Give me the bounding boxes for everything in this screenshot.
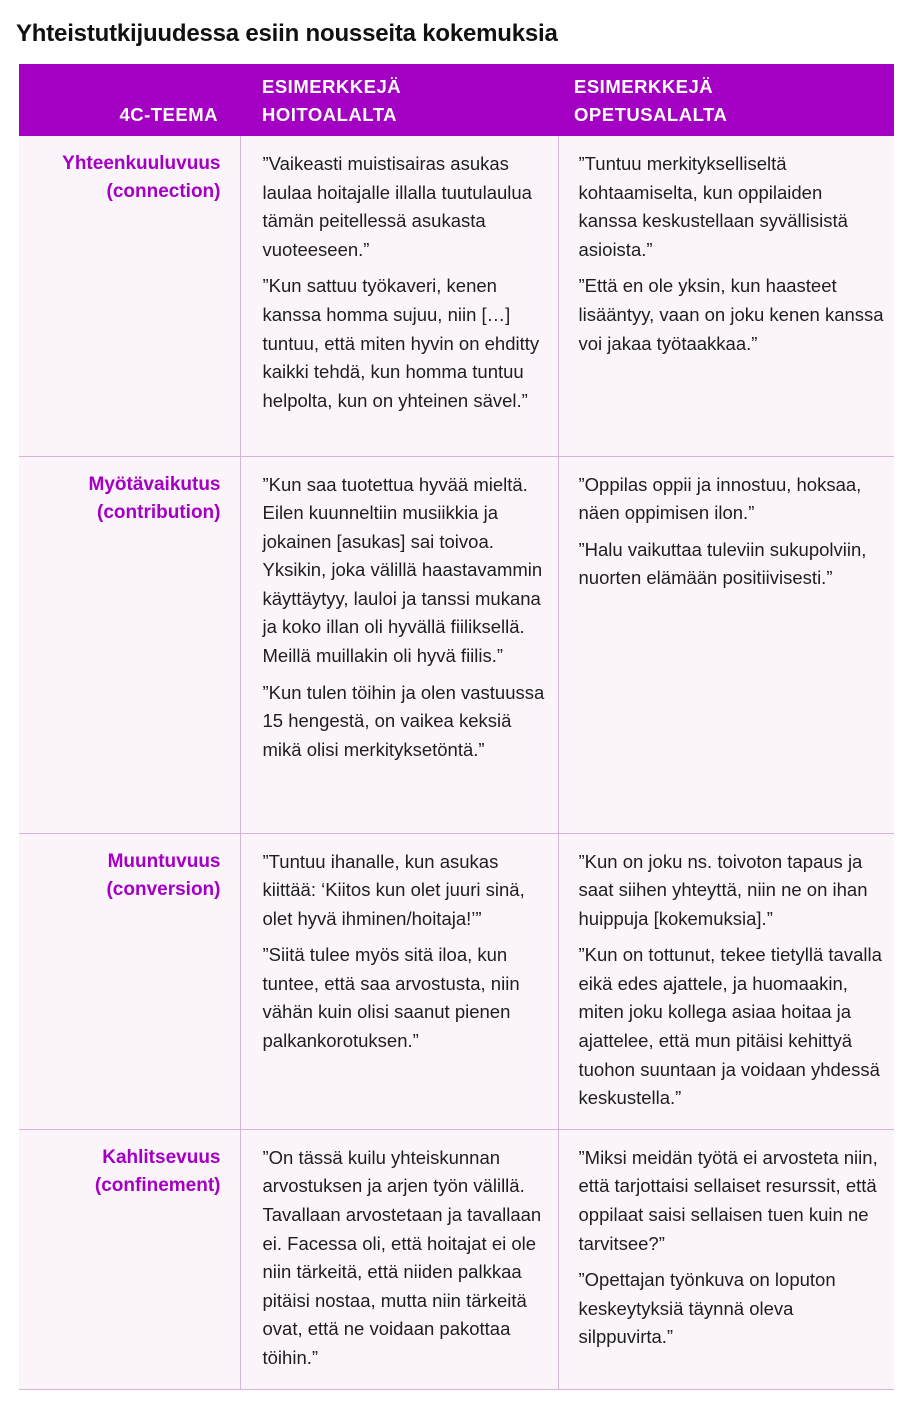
- header-theme-label: 4C-TEEMA: [119, 104, 218, 125]
- teaching-quote: ”Oppilas oppii ja innostuu, hoksaa, näen oppimisen ilon.”: [578, 473, 862, 524]
- care-quote: ”Kun saa tuotettua hyvää mieltä. Eilen kuunneltiin musiikkia ja jokainen [asukas] sai toivoa. Yksikin, joka välillä haastavammin käyttäytyy, lauloi ja tanssi mukana ja koko illan oli hyvällä fiiliksellä. Meillä muillakin oli hyvä fiilis.”: [262, 473, 543, 667]
- care-examples-cell: [240, 136, 558, 456]
- theme-name: Muuntuvuus: [107, 850, 221, 872]
- theme-cell: [19, 456, 240, 833]
- table-row: [19, 456, 894, 833]
- teaching-examples-cell: [558, 833, 894, 1129]
- care-quote: ”On tässä kuilu yhteiskunnan arvostuksen ja arjen työn välillä. Tavallaan arvostetaan ja tavallaan ei. Facessa oli, että hoitajat ei ole niin tärkeitä, että niiden palkkaa pitäisi nostaa, mutta niin tärkeitä ovat, että ne voidaan pakottaa töihin.”: [262, 1146, 542, 1368]
- theme-english: (connection): [106, 181, 221, 202]
- teaching-quote: ”Tuntuu merkitykselliseltä kohtaamiselta, kun oppilaiden kanssa keskustellaan syvällisistä asioista.”: [578, 153, 848, 260]
- theme-name: Myötävaikutus: [88, 473, 221, 495]
- header-teaching: [558, 64, 894, 136]
- table-row: [19, 833, 894, 1129]
- care-quote: ”Siitä tulee myös sitä iloa, kun tuntee, että saa arvostusta, niin vähän kuin olisi saanut pienen palkankorotuksen.”: [262, 944, 520, 1052]
- care-examples-cell: [240, 1129, 558, 1389]
- care-quote: ”Vaikeasti muistisairas asukas laulaa hoitajalle illalla tuutulaulua tämän peitellessä asukasta vuoteeseen.”: [262, 153, 532, 260]
- table-row: [19, 1129, 894, 1389]
- theme-cell: [19, 1129, 240, 1389]
- teaching-quote: ”Kun on tottunut, tekee tietyllä tavalla eikä edes ajattele, ja huomaakin, miten joku kollega asiaa hoitaa ja ajattelee, että mun pitäisi kehittyä tuohon suuntaan ja voidaan yhdessä keskustella.”: [578, 944, 882, 1109]
- care-examples-cell: [240, 833, 558, 1129]
- care-quote: ”Kun sattuu työkaveri, kenen kanssa homma sujuu, niin […] tuntuu, että miten hyvin on ehditty kaikki tehdä, kun homma tuntuu helpolta, kun on yhteinen sävel.”: [262, 275, 540, 411]
- teaching-quote: ”Halu vaikuttaa tuleviin sukupolviin, nuorten elämään positiivisesti.”: [578, 538, 867, 589]
- theme-cell: [19, 136, 240, 456]
- teaching-examples-cell: [558, 1129, 894, 1389]
- header-teaching-line2: OPETUSALALTA: [574, 104, 728, 125]
- teaching-examples-cell: [558, 136, 894, 456]
- table-header-row: [19, 64, 894, 136]
- teaching-quote: ”Kun on joku ns. toivoton tapaus ja saat siihen yhteyttä, niin ne on ihan huippuja [kokemuksia].”: [578, 850, 868, 929]
- experiences-table: [19, 64, 894, 1390]
- header-theme: [19, 64, 240, 136]
- teaching-quote: ”Että en ole yksin, kun haasteet lisääntyy, vaan on joku kenen kanssa voi jakaa työtaakkaa.”: [578, 275, 884, 354]
- care-examples-cell: [240, 456, 558, 833]
- theme-english: (confinement): [94, 1174, 221, 1196]
- theme-name: Yhteenkuuluvuus: [62, 153, 221, 174]
- header-teaching-line1: ESIMERKKEJÄ: [574, 76, 714, 97]
- teaching-quote: ”Miksi meidän työtä ei arvosteta niin, että tarjottaisi sellaiset resurssit, että oppilaat saisi sellaisen tuen kuin ne tarvitsee?”: [578, 1146, 878, 1254]
- theme-english: (contribution): [97, 501, 221, 523]
- theme-name: Kahlitsevuus: [102, 1146, 221, 1168]
- theme-english: (conversion): [106, 878, 221, 900]
- page-title: Yhteistutkijuudessa esiin nousseita kokemuksia: [16, 20, 558, 47]
- table-row: [19, 136, 894, 456]
- teaching-examples-cell: [558, 456, 894, 833]
- care-quote: ”Tuntuu ihanalle, kun asukas kiittää: ‘Kiitos kun olet juuri sinä, olet hyvä ihminen/hoitaja!’”: [262, 850, 525, 929]
- care-quote: ”Kun tulen töihin ja olen vastuussa 15 hengestä, on vaikea keksiä mikä olisi merkityksetöntä.”: [262, 681, 545, 760]
- header-care-line2: HOITOALALTA: [262, 104, 397, 125]
- theme-cell: [19, 833, 240, 1129]
- header-care-line1: ESIMERKKEJÄ: [262, 76, 402, 97]
- teaching-quote: ”Opettajan työnkuva on loputon keskeytyksiä täynnä oleva silppuvirta.”: [578, 1269, 836, 1348]
- header-care: [240, 64, 558, 136]
